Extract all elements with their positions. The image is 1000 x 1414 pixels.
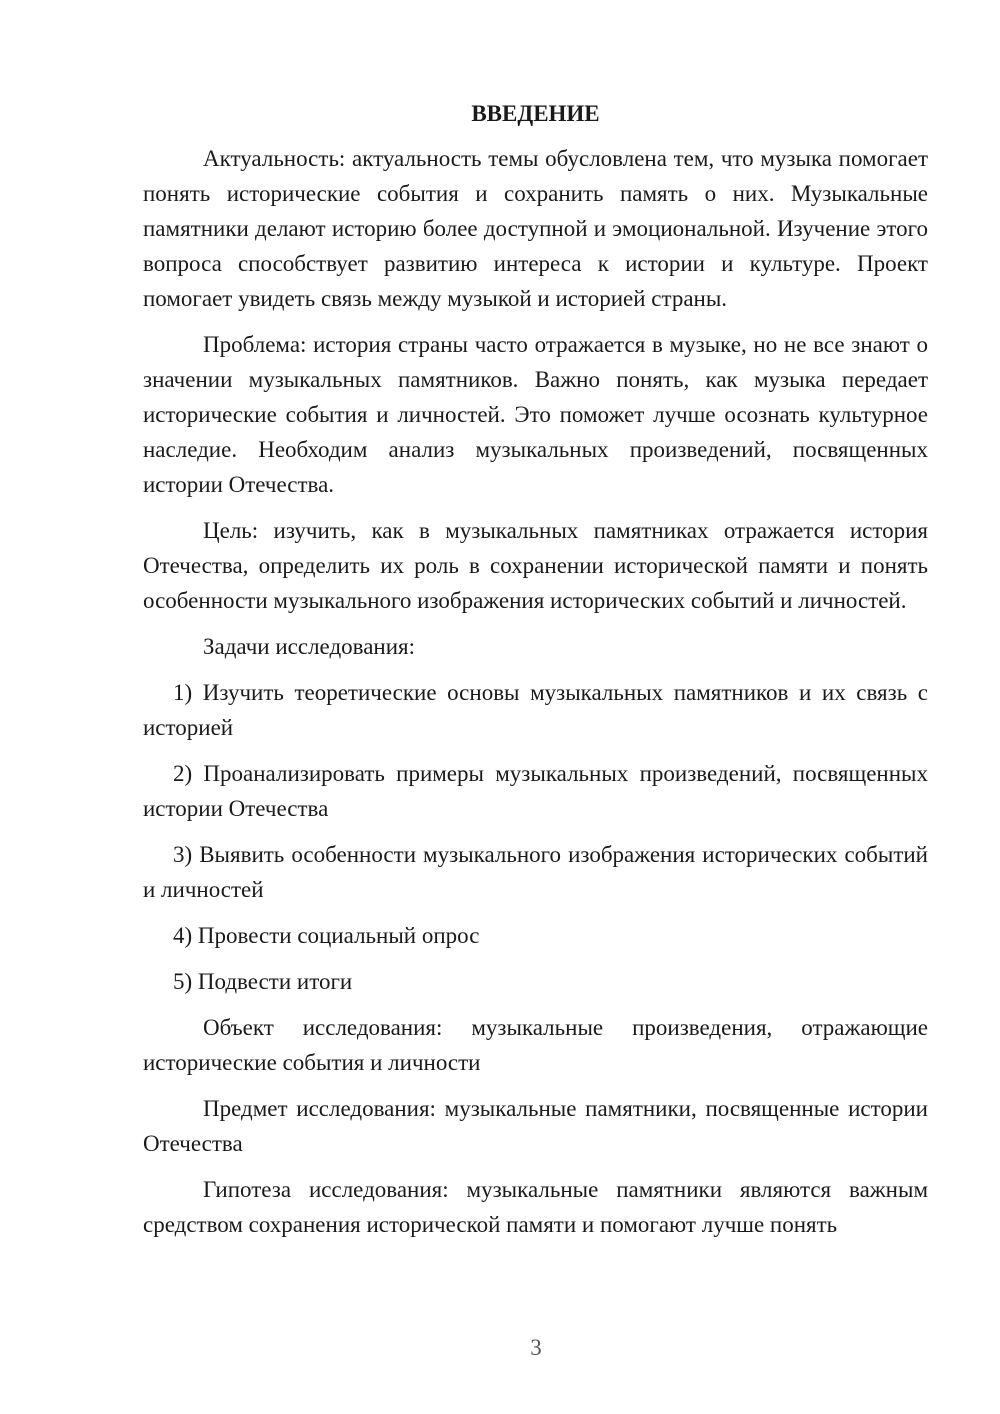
relevance-paragraph: Актуальность: актуальность темы обусловлена тем, что музыка помогает понять исторические события и сохранить память о них. Музыкальные памятники делают историю более доступной и эмоциональной. Изучение этого вопроса способствует развитию интереса к истории и культуре. Проект помогает увидеть связь между музыкой и историей страны.: [143, 146, 928, 311]
object-paragraph: Объект исследования: музыкальные произведения, отражающие исторические события и личности: [143, 1015, 928, 1075]
page-content: [143, 96, 928, 1253]
page-number: 3: [530, 1335, 542, 1360]
task-item-3: 3) Выявить особенности музыкального изображения исторических событий и личностей: [143, 842, 928, 902]
tasks-heading: Задачи исследования:: [203, 634, 416, 659]
goal-paragraph: Цель: изучить, как в музыкальных памятниках отражается история Отечества, определить их роль в сохранении исторической памяти и понять особенности музыкального изображения исторических событий и личностей.: [143, 518, 928, 613]
task-item-1: 1) Изучить теоретические основы музыкальных памятников и их связь с историей: [143, 680, 928, 740]
section-title: ВВЕДЕНИЕ: [471, 101, 600, 126]
problem-paragraph: Проблема: история страны часто отражается в музыке, но не все знают о значении музыкальных памятников. Важно понять, как музыка передает исторические события и личностей. Это поможет лучше осознать культурное наследие. Необходим анализ музыкальных произведений, посвященных истории Отечества.: [143, 332, 928, 497]
task-item-4: 4) Провести социальный опрос: [173, 923, 480, 948]
hypothesis-paragraph: Гипотеза исследования: музыкальные памятники являются важным средством сохранения исторической памяти и помогают лучше понять: [143, 1177, 928, 1237]
subject-paragraph: Предмет исследования: музыкальные памятники, посвященные истории Отечества: [143, 1096, 928, 1156]
task-item-5: 5) Подвести итоги: [173, 969, 353, 994]
task-item-2: 2) Проанализировать примеры музыкальных произведений, посвященных истории Отечества: [143, 761, 928, 821]
